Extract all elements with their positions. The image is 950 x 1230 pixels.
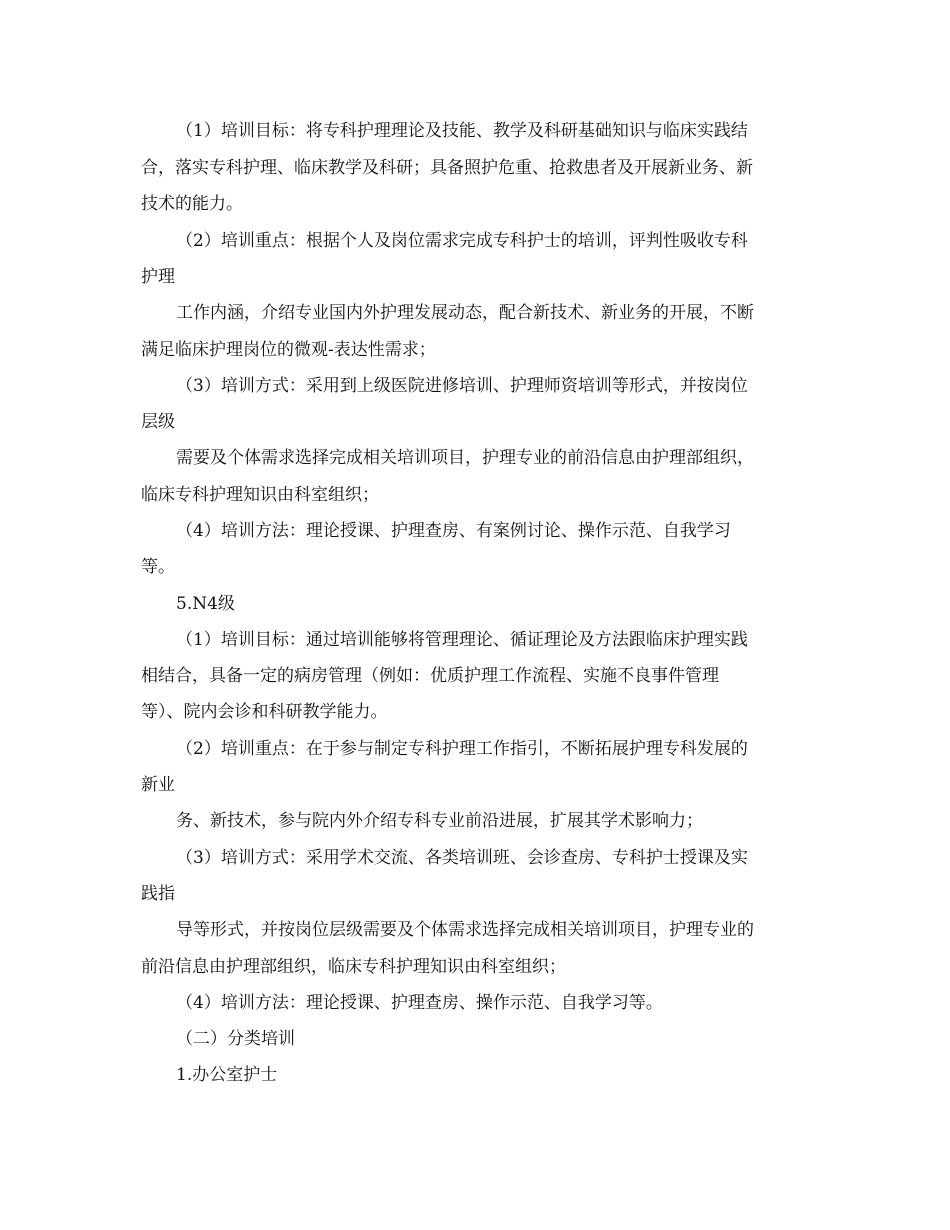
- text-line: 满足临床护理岗位的微观-表达性需求；: [141, 340, 436, 360]
- text-line: 需要及个体需求选择完成相关培训项目，护理专业的前沿信息由护理部组织，: [176, 448, 754, 468]
- text-line: （3）培训方式：采用学术交流、各类培训班、会诊查房、专科护士授课及实: [176, 848, 748, 868]
- text-line: （3）培训方式：采用到上级医院进修培训、护理师资培训等形式，并按岗位: [176, 376, 748, 396]
- text-line: （1）培训目标：通过培训能够将管理理论、循证理论及方法跟临床护理实践: [176, 630, 748, 650]
- text-line: 导等形式，并按岗位层级需要及个体需求选择完成相关培训项目，护理专业的: [176, 920, 754, 940]
- text-line: 临床专科护理知识由科室组织；: [141, 485, 379, 505]
- text-line: 合，落实专科护理、临床教学及科研；具备照护危重、抢救患者及开展新业务、新: [141, 158, 753, 178]
- text-line: 工作内涵，介绍专业国内外护理发展动态，配合新技术、新业务的开展，不断: [176, 303, 754, 323]
- text-line: 等）、院内会诊和科研教学能力。: [141, 702, 388, 722]
- text-line: （2）培训重点：在于参与制定专科护理工作指引，不断拓展护理专科发展的: [176, 739, 748, 759]
- text-line: 前沿信息由护理部组织，临床专科护理知识由科室组织；: [141, 957, 566, 977]
- text-line: 践指: [141, 884, 175, 904]
- section-heading: 1.办公室护士: [176, 1065, 278, 1085]
- text-line: 技术的能力。: [141, 194, 243, 214]
- text-line: 护理: [141, 267, 175, 287]
- text-line: （4）培训方法：理论授课、护理查房、操作示范、自我学习等。: [176, 993, 663, 1013]
- section-heading: 5.N4级: [176, 594, 235, 614]
- text-line: 相结合，具备一定的病房管理（例如：优质护理工作流程、实施不良事件管理: [141, 666, 719, 686]
- text-line: （2）培训重点：根据个人及岗位需求完成专科护士的培训，评判性吸收专科: [176, 231, 748, 251]
- text-line: 新业: [141, 775, 175, 795]
- text-line: （4）培训方法：理论授课、护理查房、有案例讨论、操作示范、自我学习: [176, 521, 731, 541]
- section-heading: （二）分类培训: [176, 1029, 295, 1049]
- text-line: 务、新技术，参与院内外介绍专科专业前沿进展，扩展其学术影响力；: [176, 811, 703, 831]
- text-line: （1）培训目标：将专科护理理论及技能、教学及科研基础知识与临床实践结: [176, 121, 748, 141]
- text-line: 层级: [141, 412, 175, 432]
- text-line: 等。: [141, 557, 175, 577]
